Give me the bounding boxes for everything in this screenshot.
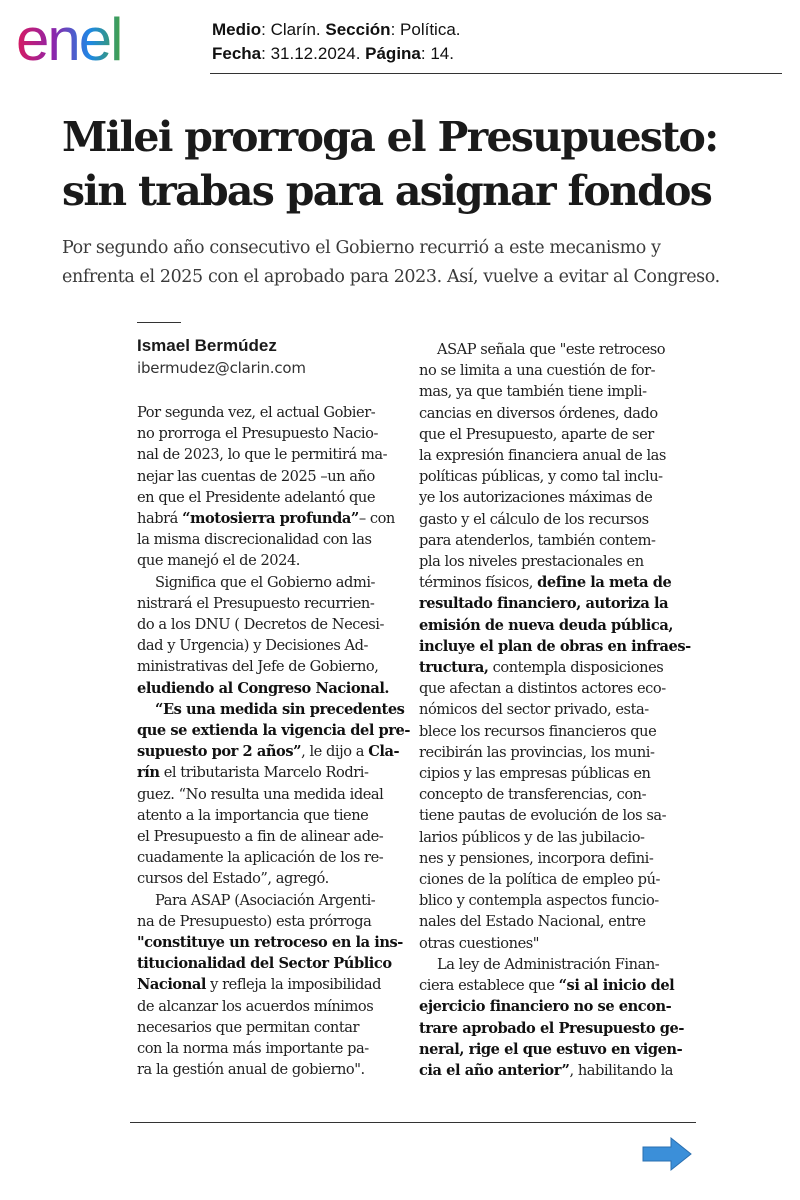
body-text: la expresión financiera anual de las (419, 447, 666, 465)
body-line (137, 466, 399, 487)
body-text: nejar las cuentas de 2025 –un año (137, 467, 375, 485)
body-line (419, 593, 681, 614)
body-text: , habilitando la (569, 1061, 674, 1079)
emphasis-text: titucionalidad del Sector Público (137, 955, 392, 973)
body-line (419, 360, 681, 381)
lede (62, 234, 762, 292)
headline (62, 110, 762, 218)
body-text: – con (358, 510, 395, 528)
body-column-left (137, 402, 410, 1081)
headline-line: Milei prorroga el Presupuesto: (62, 113, 718, 161)
enel-logo-text: enel (16, 8, 122, 70)
author-email: ibermudez@clarin.com (137, 359, 306, 377)
body-line (419, 636, 691, 657)
body-text: gasto y el cálculo de los recursos (419, 510, 649, 528)
emphasis-text: ejercicio financiero no se encon- (419, 998, 672, 1016)
body-line (137, 402, 399, 423)
body-line (419, 827, 681, 848)
body-text: nómicos del sector privado, esta- (419, 701, 649, 719)
pagina-value: 14 (430, 44, 450, 63)
source-info: Medio: Clarín. Sección: Política. (212, 20, 461, 39)
body-line (419, 784, 681, 805)
body-text: recibirán las provincias, los muni- (419, 743, 655, 761)
body-line (419, 996, 681, 1017)
fecha-label: Fecha (212, 44, 262, 63)
headline-line: sin trabas para asignar fondos (62, 167, 712, 215)
body-text: blece los recursos financieros que (419, 722, 657, 740)
body-line (419, 381, 681, 402)
body-line (419, 869, 681, 890)
seccion-label: Sección (325, 20, 391, 39)
body-text: contempla disposiciones (488, 659, 664, 677)
emphasis-text: supuesto por 2 años” (137, 743, 302, 761)
body-text: pla los niveles prestacionales en (419, 553, 644, 571)
body-text: guez. “No resulta una medida ideal (137, 785, 384, 803)
body-text: Significa que el Gobierno admi- (155, 573, 376, 591)
lede-line: Por segundo año consecutivo el Gobierno recurrió a este mecanismo y (62, 238, 661, 258)
body-text: el tributarista Marcelo Rodri- (159, 764, 369, 782)
body-text: Por segunda vez, el actual Gobier- (137, 404, 376, 421)
body-line (137, 444, 399, 465)
body-line (137, 805, 399, 826)
pagina-label: Página (365, 44, 421, 63)
body-line (137, 720, 410, 741)
body-text: do a los DNU ( Decretos de Necesi- (137, 616, 384, 634)
body-line (419, 721, 681, 742)
body-text: ASAP señala que "este retroceso (437, 341, 666, 358)
body-line (419, 1060, 681, 1081)
body-text: dad y Urgencia) y Decisiones Ad- (137, 637, 369, 655)
body-text: atento a la importancia que tiene (137, 806, 369, 824)
emphasis-text: Nacional (137, 976, 206, 994)
right-arrow-icon[interactable] (641, 1136, 693, 1172)
body-line (137, 974, 399, 995)
body-line (419, 487, 681, 508)
body-line (419, 699, 681, 720)
emphasis-text: cia el año anterior” (419, 1061, 570, 1079)
body-line (137, 784, 399, 805)
body-text: blico y contempla aspectos funcio- (419, 892, 659, 910)
body-text: larios públicos y de las jubilacio- (419, 828, 645, 846)
emphasis-text: “si al inicio del (558, 977, 675, 995)
body-line (137, 890, 399, 911)
body-line (419, 848, 681, 869)
lede-line: enfrenta el 2025 con el aprobado para 2023. Así, vuelve a evitar al Congreso. (62, 267, 720, 287)
body-line (137, 932, 403, 953)
footer-divider (130, 1122, 696, 1123)
body-text: que afectan a distintos actores eco- (419, 680, 666, 698)
body-line (137, 593, 399, 614)
body-text: nes y pensiones, incorpora defini- (419, 849, 654, 867)
body-text: ciera establece que (419, 977, 559, 995)
body-line (137, 550, 399, 571)
body-text: no se limita a una cuestión de for- (419, 362, 656, 380)
body-text: de alcanzar los acuerdos mínimos (137, 997, 374, 1015)
body-line (137, 423, 399, 444)
body-text: tiene pautas de evolución de los sa- (419, 807, 667, 825)
body-text: ministrativas del Jefe de Gobierno, (137, 658, 379, 676)
body-line (419, 1039, 681, 1060)
body-line (137, 847, 399, 868)
body-line (419, 339, 681, 360)
header-divider (210, 73, 782, 74)
emphasis-text: eludiendo al Congreso Nacional. (137, 679, 390, 697)
body-text: cancias en diversos órdenes, dado (419, 404, 658, 422)
body-line (419, 657, 681, 678)
fecha-value: 31.12.2024 (270, 44, 356, 63)
body-text: nistrará el Presupuesto recurrien- (137, 594, 375, 612)
body-line (137, 572, 399, 593)
body-line (137, 487, 399, 508)
body-text: nales del Estado Nacional, entre (419, 913, 646, 931)
seccion-value: Política (400, 20, 456, 39)
body-text: que manejó el de 2024. (137, 552, 300, 570)
date-page-info: Fecha: 31.12.2024. Página: 14. (212, 44, 454, 63)
body-line (419, 615, 681, 636)
emphasis-text: tructura, (419, 659, 489, 677)
body-line (419, 445, 681, 466)
body-line (419, 509, 681, 530)
emphasis-text: define la meta de (537, 574, 672, 592)
body-text: habrá (137, 510, 183, 528)
body-line (419, 805, 681, 826)
body-text: , le dijo a (301, 743, 369, 761)
body-line (419, 933, 681, 954)
body-line (137, 1059, 399, 1080)
body-line (137, 868, 399, 889)
body-line (137, 996, 399, 1017)
enel-logo (16, 8, 171, 70)
body-column-right (419, 339, 691, 1081)
emphasis-text: “motosierra profunda” (182, 510, 359, 528)
emphasis-text: "constituye un retroceso en la ins- (137, 934, 403, 952)
body-line (419, 954, 681, 975)
body-text: otras cuestiones" (419, 934, 540, 952)
body-line (419, 1018, 684, 1039)
emphasis-text: resultado financiero, autoriza la (419, 595, 669, 613)
body-line (419, 975, 681, 996)
body-line (137, 1038, 399, 1059)
emphasis-text: trare aprobado el Presupuesto ge- (419, 1019, 684, 1037)
emphasis-text: Cla- (368, 743, 400, 761)
author-name: Ismael Bermúdez (137, 336, 277, 355)
medio-label: Medio (212, 20, 262, 39)
body-text: términos físicos, (419, 574, 538, 592)
body-text: la misma discrecionalidad con las (137, 531, 372, 549)
emphasis-text: neral, rige el que estuvo en vigen- (419, 1040, 683, 1058)
emphasis-text: que se extienda la vigencia del pre- (137, 722, 410, 740)
emphasis-text: “Es una medida sin precedentes (155, 700, 405, 718)
body-text: políticas públicas, y como tal inclu- (419, 468, 663, 486)
body-text: cursos del Estado”, agregó. (137, 870, 329, 888)
body-line (419, 403, 681, 424)
body-line (419, 890, 681, 911)
body-line (137, 614, 399, 635)
body-text: necesarios que permitan contar (137, 1018, 360, 1036)
body-text: La ley de Administración Finan- (437, 955, 660, 973)
body-text: concepto de transferencias, con- (419, 786, 647, 804)
body-line (137, 1017, 399, 1038)
body-line (419, 466, 681, 487)
byline-divider (137, 322, 181, 323)
body-text: ra la gestión anual de gobierno". (137, 1061, 365, 1079)
emphasis-text: rín (137, 764, 160, 782)
body-line (137, 635, 399, 656)
body-text: con la norma más importante pa- (137, 1040, 369, 1058)
medio-value: Clarín (270, 20, 316, 39)
body-text: ye los autorizaciones máximas de (419, 489, 653, 507)
body-text: que el Presupuesto, aparte de ser (419, 425, 654, 443)
body-line (137, 762, 399, 783)
emphasis-text: incluye el plan de obras en infraes- (419, 637, 691, 655)
body-line (137, 741, 399, 762)
body-line (419, 424, 681, 445)
body-text: para atenderlos, también contem- (419, 531, 656, 549)
body-text: en que el Presidente adelantó que (137, 488, 376, 506)
body-line (137, 529, 399, 550)
body-line (137, 953, 399, 974)
body-text: na de Presupuesto) esta prórroga (137, 912, 372, 930)
body-text: nal de 2023, lo que le permitirá ma- (137, 446, 388, 464)
body-line (137, 826, 399, 847)
body-line (137, 678, 399, 699)
body-text: cuadamente la aplicación de los re- (137, 849, 384, 867)
body-text: el Presupuesto a fin de alinear ade- (137, 828, 384, 846)
body-line (137, 699, 405, 720)
body-line (419, 572, 681, 593)
emphasis-text: emisión de nueva deuda pública, (419, 616, 673, 634)
body-text: Para ASAP (Asociación Argenti- (155, 891, 376, 909)
body-line (137, 911, 399, 932)
body-text: mas, ya que también tiene impli- (419, 383, 647, 401)
body-text: y refleja la imposibilidad (205, 976, 382, 994)
body-line (419, 763, 681, 784)
body-line (419, 530, 681, 551)
body-line (419, 742, 681, 763)
body-line (137, 508, 399, 529)
body-line (137, 656, 399, 677)
body-text: cipios y las empresas públicas en (419, 765, 651, 783)
body-line (419, 678, 681, 699)
body-text: no prorroga el Presupuesto Nacio- (137, 425, 378, 443)
body-line (419, 911, 681, 932)
body-line (419, 551, 681, 572)
body-text: ciones de la política de empleo pú- (419, 871, 661, 889)
